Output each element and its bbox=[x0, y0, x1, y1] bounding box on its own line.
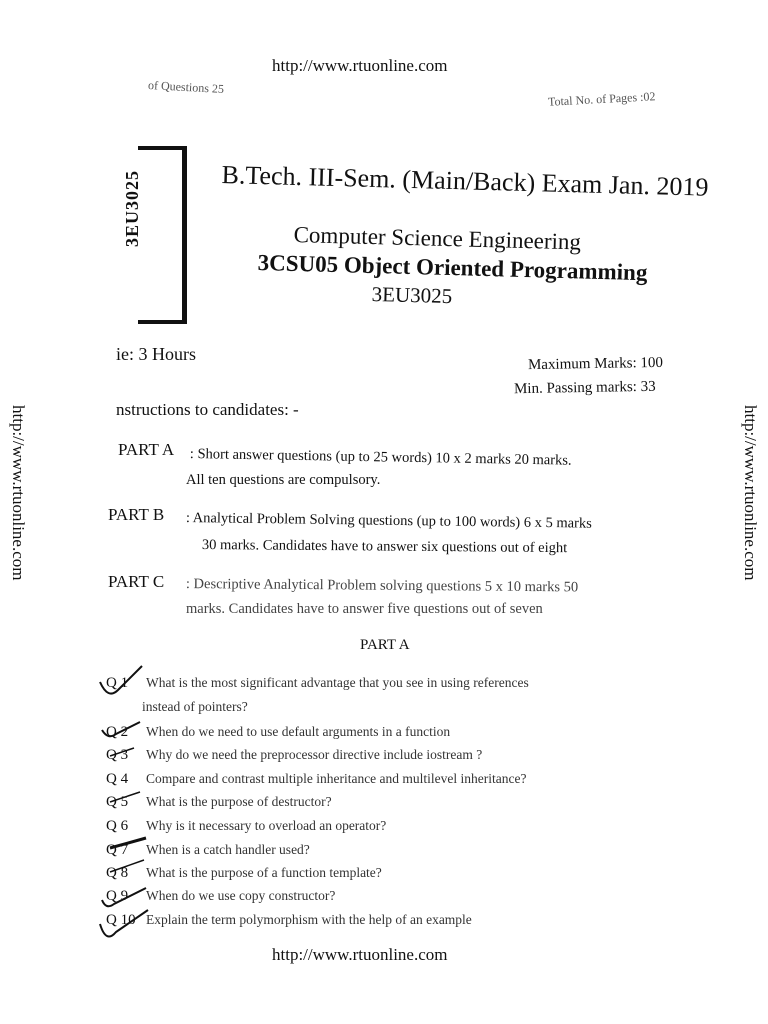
question-text-cont: instead of pointers? bbox=[142, 699, 248, 714]
instructions-heading: nstructions to candidates: - bbox=[116, 400, 299, 419]
tick-mark-icon bbox=[100, 910, 148, 937]
tick-mark-icon bbox=[102, 888, 146, 906]
part-b-line2: 30 marks. Candidates have to answer six questions out of eight bbox=[201, 537, 568, 557]
question-text: When is a catch handler used? bbox=[146, 842, 310, 857]
question-number: Q 10 bbox=[106, 912, 136, 928]
part-b-label: PART B bbox=[108, 505, 165, 524]
question-number: Q 2 bbox=[106, 724, 129, 740]
part-a-label: PART A bbox=[118, 440, 175, 459]
question-continuation bbox=[142, 698, 248, 716]
question-item bbox=[106, 723, 450, 741]
question-item bbox=[106, 746, 482, 764]
question-text: When do we need to use default arguments in a function bbox=[146, 724, 451, 739]
question-item bbox=[106, 674, 529, 692]
question-number: Q 5 bbox=[106, 794, 129, 810]
section-title: PART A bbox=[360, 637, 410, 653]
tick-mark-icon bbox=[102, 722, 140, 736]
question-item bbox=[106, 911, 472, 929]
question-item bbox=[106, 770, 527, 788]
question-text: Why is it necessary to overload an operator? bbox=[146, 818, 387, 833]
watermark-right: http://www.rtuonline.com bbox=[741, 405, 760, 581]
tick-mark-icon bbox=[110, 860, 144, 872]
question-number: Q 1 bbox=[106, 675, 129, 691]
paper-code: 3EU3025 bbox=[371, 282, 453, 309]
part-c-line2: marks. Candidates have to answer five questions out of seven bbox=[186, 601, 543, 617]
question-number: Q 4 bbox=[106, 771, 129, 787]
department: Computer Science Engineering bbox=[293, 222, 582, 255]
question-text: What is the purpose of a function template? bbox=[146, 865, 382, 880]
total-pages: Total No. of Pages :02 bbox=[547, 89, 656, 109]
stamp-bracket bbox=[138, 146, 187, 324]
course-title: 3CSU05 Object Oriented Programming bbox=[257, 250, 648, 286]
tick-mark-icon bbox=[100, 666, 142, 694]
exam-time: ie: 3 Hours bbox=[116, 344, 196, 364]
tick-marks bbox=[96, 660, 156, 950]
watermark-left: http://www.rtuonline.com bbox=[9, 405, 28, 581]
number-of-questions: of Questions 25 bbox=[147, 78, 225, 96]
question-text: Compare and contrast multiple inheritance and multilevel inheritance? bbox=[146, 771, 527, 786]
question-number: Q 8 bbox=[106, 865, 129, 881]
question-text: Explain the term polymorphism with the help of an example bbox=[146, 912, 472, 927]
question-text: Why do we need the preprocessor directive include iostream ? bbox=[146, 747, 483, 762]
part-c-line1: : Descriptive Analytical Problem solving questions 5 x 10 marks 50 bbox=[185, 576, 579, 596]
part-c-label: PART C bbox=[108, 572, 165, 591]
watermark-bottom: http://www.rtuonline.com bbox=[272, 945, 448, 964]
part-a-line2: All ten questions are compulsory. bbox=[186, 472, 381, 488]
question-text: What is the most significant advantage that you see in using references bbox=[146, 675, 529, 690]
maximum-marks: Maximum Marks: 100 bbox=[527, 354, 664, 374]
question-number: Q 7 bbox=[106, 842, 129, 858]
part-b-line1: : Analytical Problem Solving questions (up to 100 words) 6 x 5 marks bbox=[185, 510, 592, 532]
exam-title: B.Tech. III-Sem. (Main/Back) Exam Jan. 2019 bbox=[221, 160, 709, 202]
question-text: What is the purpose of destructor? bbox=[146, 794, 332, 809]
tick-mark-icon bbox=[110, 748, 134, 756]
watermark-top: http://www.rtuonline.com bbox=[272, 56, 448, 75]
part-a-line1: : Short answer questions (up to 25 words) 10 x 2 marks 20 marks. bbox=[189, 446, 572, 469]
question-number: Q 6 bbox=[106, 818, 129, 834]
question-number: Q 3 bbox=[106, 747, 129, 763]
question-text: When do we use copy constructor? bbox=[146, 888, 336, 903]
tick-mark-icon bbox=[110, 838, 146, 848]
min-passing-marks: Min. Passing marks: 33 bbox=[513, 378, 656, 398]
question-number: Q 9 bbox=[106, 888, 129, 904]
roll-stamp: 3EU3025 bbox=[122, 170, 142, 248]
tick-mark-icon bbox=[110, 792, 140, 802]
